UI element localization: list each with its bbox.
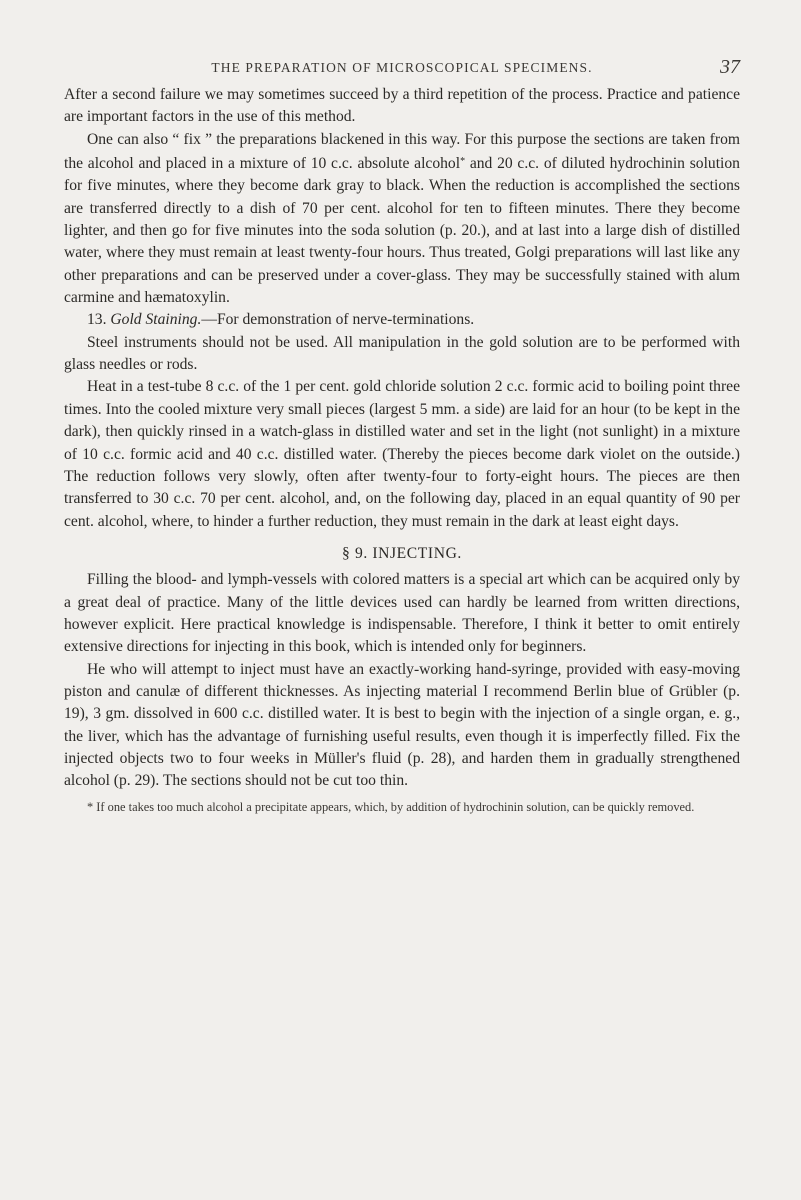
footnote: * If one takes too much alcohol a precipitate appears, which, by addition of hydrochinin solution, can be quickly removed. bbox=[87, 799, 695, 814]
running-head bbox=[64, 56, 740, 78]
section-heading-injecting: § 9. INJECTING. bbox=[342, 544, 462, 562]
page-number: 37 bbox=[720, 56, 740, 78]
section-13-number: 13. bbox=[87, 311, 111, 329]
paragraph-1: After a second failure we may sometimes succeed by a third repetition of the process. Practice and patience are important factors in the use of this method. bbox=[64, 86, 740, 126]
running-title: THE PREPARATION OF MICROSCOPICAL SPECIMENS. bbox=[211, 60, 593, 75]
footnote-marker: * bbox=[460, 156, 466, 168]
paragraph-syringe: He who will attempt to inject must have an exactly-working hand-syringe, provided with easy-moving piston and canulæ of different thicknesses. As injecting material I recommend Berlin blue of Grübler (p. 19), 3 gm. dissolved in 600 c.c. distilled water. It is best to begin with the injection of a single organ, e. g., the liver, which has the advantage of furnishing useful results, even though it is imperfectly filled. Fix the injected objects two to four weeks in Müller's fluid (p. 28), and harden them in gradually strengthened alcohol (p. 29). The sections should not be cut too thin. bbox=[64, 660, 740, 790]
paragraph-fixing-part-b: and 20 c.c. of diluted hydrochinin solution for five minutes, where they become dark gray to black. When the reduction is accomplished the sections are transferred directly to a dish of 70 per cent. alcohol for ten to fifteen minutes. There they become lighter, and then go for five minutes into the soda solution (p. 20.), and at last into a large dish of distilled water, where they must remain at least twenty-four hours. Thus treated, Golgi preparations will last like any other preparations and can be preserved under a cover-glass. They may be successfully stained with alum carmine and hæmatoxylin. bbox=[64, 155, 740, 307]
paragraph-filling: Filling the blood- and lymph-vessels with colored matters is a special art which can be acquired only by a great deal of practice. Many of the little devices used can hardly be learned from written directions, however explicit. Here practical knowledge is indispensable. Therefore, I think it better to omit entirely extensive directions for injecting in this book, which is intended only for beginners. bbox=[64, 571, 740, 656]
paragraph-fixing bbox=[64, 129, 740, 310]
book-page bbox=[64, 56, 740, 816]
paragraph-heat: Heat in a test-tube 8 c.c. of the 1 per cent. gold chloride solution 2 c.c. formic acid to boiling point three times. Into the cooled mixture very small pieces (largest 5 mm. a side) are laid for an hour (to be kept in the dark), then quickly rinsed in a watch-glass in distilled water and set in the light (not sunlight) in a mixture of 10 c.c. formic acid and 40 c.c. distilled water. (Thereby the pieces become dark violet on the outside.) The reduction follows very slowly, often after twenty-four to forty-eight hours. The pieces are then transferred to 30 c.c. 70 per cent. alcohol, and, on the following day, placed in an equal quantity of 90 per cent. alcohol, where, to hinder a further reduction, they must remain in the dark at least eight days. bbox=[64, 378, 740, 530]
section-13-title: Gold Staining. bbox=[110, 311, 202, 329]
paragraph-fixing-part-a: One can also “ fix ” the preparations blackened in this way. For this purpose the sections are taken from the alcohol and placed in a mixture of 10 c.c. absolute alcohol bbox=[64, 130, 740, 173]
paragraph-steel: Steel instruments should not be used. All manipulation in the gold solution are to be performed with glass needles or rods. bbox=[64, 333, 740, 374]
section-13-text: —For demonstration of nerve-terminations. bbox=[201, 311, 475, 329]
section-13-paragraph bbox=[64, 309, 740, 331]
